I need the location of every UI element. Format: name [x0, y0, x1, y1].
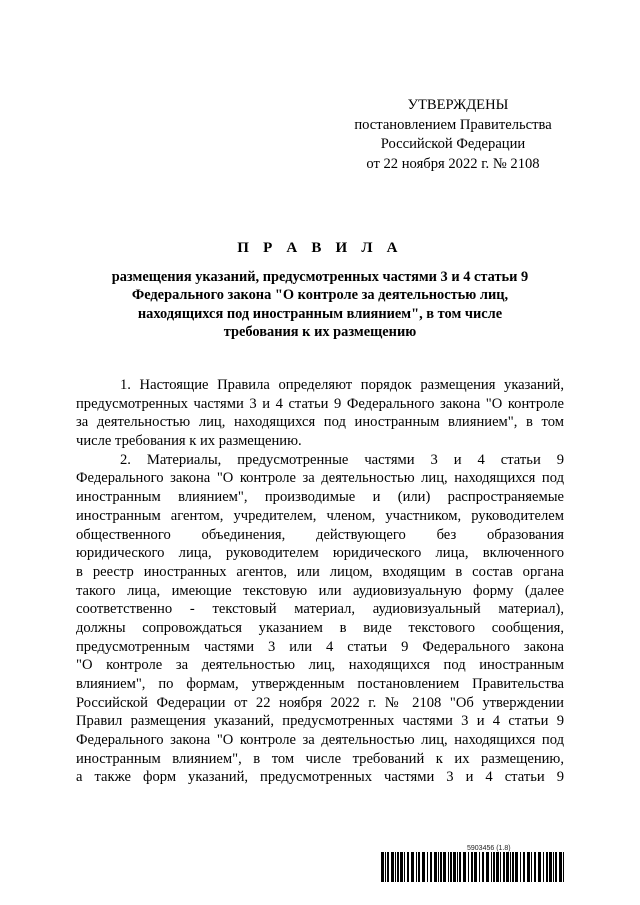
- paragraph-2-line: влиянием", по формам, утвержденным постановлением Правительства: [76, 676, 564, 692]
- paragraph-2-line: иностранным агентом, учредителем, членом, участником, руководителем: [76, 507, 564, 524]
- document-title: П Р А В И Л А: [237, 240, 403, 256]
- paragraph-2-line: Правил размещения указаний, предусмотренных частями 3 и 4 статьи 9: [76, 713, 564, 730]
- paragraph-2-line: юридического лица, руководителем юридического лица, включенного: [76, 545, 564, 562]
- paragraph-2-line: соответственно - текстовый материал, аудиовизуальный материал),: [76, 601, 564, 618]
- paragraph-2-line: 2. Материалы, предусмотренные частями 3 и 4 статьи 9: [120, 451, 564, 468]
- paragraph-2-line: "О контроле за деятельностью лиц, находящихся под иностранным: [76, 657, 564, 674]
- subtitle-line: находящихся под иностранным влиянием", в том числе: [137, 305, 503, 322]
- paragraph-2-line: иностранным влиянием", производимые и (или) распространяемые: [76, 489, 564, 506]
- paragraph-1-line: числе требования к их размещению.: [76, 433, 302, 450]
- paragraph-2-line: Российской Федерации от 22 ноября 2022 г. № 2108 "Об утверждении: [76, 694, 564, 711]
- document-subtitle: [70, 268, 570, 342]
- subtitle-line: Федерального закона "О контроле за деятельностью лиц,: [131, 287, 509, 304]
- approval-block: [318, 96, 588, 174]
- document-body: [76, 376, 564, 787]
- subtitle-line: размещения указаний, предусмотренных частями 3 и 4 статьи 9: [111, 269, 529, 285]
- approval-line-2: Российской Федерации: [380, 136, 526, 152]
- paragraph-2-line: общественного объединения, действующего без образования: [76, 526, 564, 543]
- paragraph-2-line: должны сопровождаться указанием в виде текстового сообщения,: [76, 619, 564, 636]
- paragraph-2-line: Федерального закона "О контроле за деятельностью лиц, находящихся под: [76, 470, 564, 487]
- approval-title: УТВЕРЖДЕНЫ: [407, 97, 509, 113]
- approval-line-3: от 22 ноября 2022 г. № 2108: [366, 155, 540, 172]
- paragraph-2-line: Федерального закона "О контроле за деятельностью лиц, находящихся под: [76, 732, 564, 749]
- paragraph-2-line: такого лица, имеющие текстовую или аудиовизуальную форму (далее: [76, 582, 564, 599]
- barcode-icon: [381, 852, 567, 882]
- paragraph-1-line: за деятельностью лиц, находящихся под иностранным влиянием", в том: [76, 414, 564, 431]
- document-code: 5903456 (1.8): [467, 845, 511, 852]
- paragraph-2-line: а также форм указаний, предусмотренных частями 3 и 4 статьи 9: [76, 769, 564, 786]
- paragraph-2-line: иностранным влиянием", в том числе требований к их размещению,: [76, 750, 564, 767]
- paragraph-2-line: предусмотренным частями 3 или 4 статьи 9 Федерального закона: [76, 638, 564, 655]
- paragraph-1-line: предусмотренных частями 3 и 4 статьи 9 Федерального закона "О контроле: [76, 395, 564, 412]
- paragraph-1-line: 1. Настоящие Правила определяют порядок размещения указаний,: [120, 377, 564, 393]
- paragraph-2-line: в реестр иностранных агентов, или лицом, входящим в состав органа: [76, 563, 564, 580]
- subtitle-line: требования к их размещению: [223, 324, 417, 341]
- approval-line-1: постановлением Правительства: [354, 116, 552, 133]
